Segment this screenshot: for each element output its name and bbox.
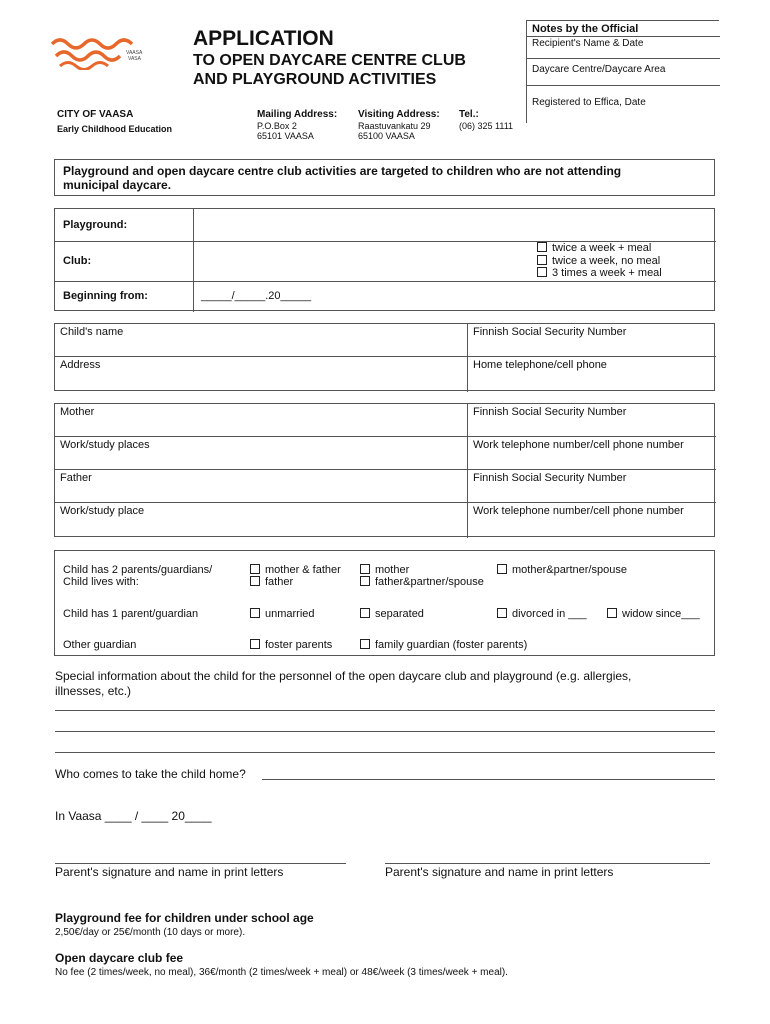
official-notes-title: Notes by the Official <box>532 23 639 35</box>
pickup-field[interactable] <box>262 779 715 780</box>
mailing-line1: P.O.Box 2 <box>257 121 297 131</box>
club-option-2[interactable]: twice a week, no meal <box>537 255 660 267</box>
checkbox-icon[interactable] <box>497 608 507 618</box>
beginning-label: Beginning from: <box>63 290 148 302</box>
two-parents-label-2: Child lives with: <box>63 576 139 588</box>
mother-work-phone-field[interactable]: Work telephone number/cell phone number <box>473 439 684 451</box>
special-info-line-field-1[interactable] <box>55 710 715 711</box>
page-subtitle-1: TO OPEN DAYCARE CENTRE CLUB <box>193 52 466 69</box>
father-work-phone-field[interactable]: Work telephone number/cell phone number <box>473 505 684 517</box>
signature-label-left: Parent's signature and name in print letters <box>55 865 284 879</box>
option-widow[interactable]: widow since___ <box>607 608 700 620</box>
city-name: CITY OF VAASA <box>57 109 134 120</box>
vaasa-logo <box>50 36 150 70</box>
option-father-partner[interactable]: father&partner/spouse <box>360 576 484 588</box>
mailing-line2: 65101 VAASA <box>257 131 314 141</box>
logo-text-vaasa: VAASA <box>126 50 143 56</box>
two-parents-label-1: Child has 2 parents/guardians/ <box>63 564 213 576</box>
child-phone-field[interactable]: Home telephone/cell phone <box>473 359 607 371</box>
checkbox-icon[interactable] <box>537 242 547 252</box>
club-option-1[interactable]: twice a week + meal <box>537 242 651 254</box>
checkbox-icon[interactable] <box>360 608 370 618</box>
playground-field[interactable] <box>195 209 714 240</box>
mother-field[interactable]: Mother <box>60 406 95 418</box>
option-separated[interactable]: separated <box>360 608 424 620</box>
beginning-date-field[interactable]: _____/_____.20_____ <box>201 290 312 302</box>
special-info-line2: illnesses, etc.) <box>55 684 132 698</box>
checkbox-icon[interactable] <box>537 255 547 265</box>
child-table <box>54 323 715 391</box>
checkbox-icon[interactable] <box>250 564 260 574</box>
checkbox-icon[interactable] <box>607 608 617 618</box>
guardians-box <box>54 550 715 656</box>
effica-date-field[interactable]: Registered to Effica, Date <box>532 97 646 108</box>
signature-line-left[interactable] <box>55 863 346 864</box>
mother-ssn-field[interactable]: Finnish Social Security Number <box>473 406 627 418</box>
special-info-line-field-3[interactable] <box>55 752 715 753</box>
option-mother-partner[interactable]: mother&partner/spouse <box>497 564 627 576</box>
activity-table <box>54 208 715 311</box>
club-label: Club: <box>63 255 92 267</box>
option-unmarried[interactable]: unmarried <box>250 608 315 620</box>
checkbox-icon[interactable] <box>360 576 370 586</box>
club-fee-text: No fee (2 times/week, no meal), 36€/month (2 times/week + meal) or 48€/week (3 times/week + meal). <box>55 967 508 978</box>
tel-number: (06) 325 1111 <box>459 121 514 131</box>
playground-label: Playground: <box>63 219 128 231</box>
page-subtitle-2: AND PLAYGROUND ACTIVITIES <box>193 71 437 88</box>
daycare-area-field[interactable]: Daycare Centre/Daycare Area <box>532 64 666 75</box>
signature-label-right: Parent's signature and name in print letters <box>385 865 614 879</box>
father-field[interactable]: Father <box>60 472 92 484</box>
option-mother-father[interactable]: mother & father <box>250 564 341 576</box>
playground-fee-text: 2,50€/day or 25€/month (10 days or more). <box>55 927 246 938</box>
checkbox-icon[interactable] <box>497 564 507 574</box>
official-notes-box <box>526 20 719 123</box>
logo-text-vasa: VASA <box>128 56 141 62</box>
option-foster[interactable]: foster parents <box>250 639 332 651</box>
date-line[interactable]: In Vaasa ____ / ____ 20____ <box>55 809 212 823</box>
father-work-field[interactable]: Work/study place <box>60 505 145 517</box>
notice-line1: Playground and open daycare centre club activities are targeted to children who are not attending <box>63 164 622 178</box>
tel-label: Tel.: <box>459 109 479 120</box>
special-info-line1: Special information about the child for the personnel of the open daycare club and playground (e.g. allergies, <box>55 669 632 683</box>
special-info-line-field-2[interactable] <box>55 731 715 732</box>
notice-box <box>54 159 715 196</box>
mother-work-field[interactable]: Work/study places <box>60 439 150 451</box>
option-family-guardian[interactable]: family guardian (foster parents) <box>360 639 527 651</box>
checkbox-icon[interactable] <box>250 608 260 618</box>
club-fee-title: Open daycare club fee <box>55 951 184 965</box>
checkbox-icon[interactable] <box>360 639 370 649</box>
mailing-label: Mailing Address: <box>257 109 338 120</box>
notice-line2: municipal daycare. <box>63 178 172 192</box>
child-address-field[interactable]: Address <box>60 359 101 371</box>
signature-line-right[interactable] <box>385 863 710 864</box>
pickup-label: Who comes to take the child home? <box>55 767 246 781</box>
one-parent-label: Child has 1 parent/guardian <box>63 608 199 620</box>
page-title: APPLICATION <box>193 27 334 50</box>
visiting-label: Visiting Address: <box>358 109 440 120</box>
option-divorced[interactable]: divorced in ___ <box>497 608 587 620</box>
playground-fee-title: Playground fee for children under school age <box>55 911 314 925</box>
option-mother[interactable]: mother <box>360 564 409 576</box>
checkbox-icon[interactable] <box>250 576 260 586</box>
child-name-field[interactable]: Child's name <box>60 326 124 338</box>
club-option-3[interactable]: 3 times a week + meal <box>537 267 662 279</box>
other-guardian-label: Other guardian <box>63 639 137 651</box>
father-ssn-field[interactable]: Finnish Social Security Number <box>473 472 627 484</box>
checkbox-icon[interactable] <box>537 267 547 277</box>
child-ssn-field[interactable]: Finnish Social Security Number <box>473 326 627 338</box>
parents-table <box>54 403 715 537</box>
option-father[interactable]: father <box>250 576 293 588</box>
visiting-line2: 65100 VAASA <box>358 131 415 141</box>
visiting-line1: Raastuvankatu 29 <box>358 121 431 131</box>
recipient-field[interactable]: Recipient's Name & Date <box>532 38 644 49</box>
department-name: Early Childhood Education <box>57 124 173 134</box>
checkbox-icon[interactable] <box>250 639 260 649</box>
checkbox-icon[interactable] <box>360 564 370 574</box>
